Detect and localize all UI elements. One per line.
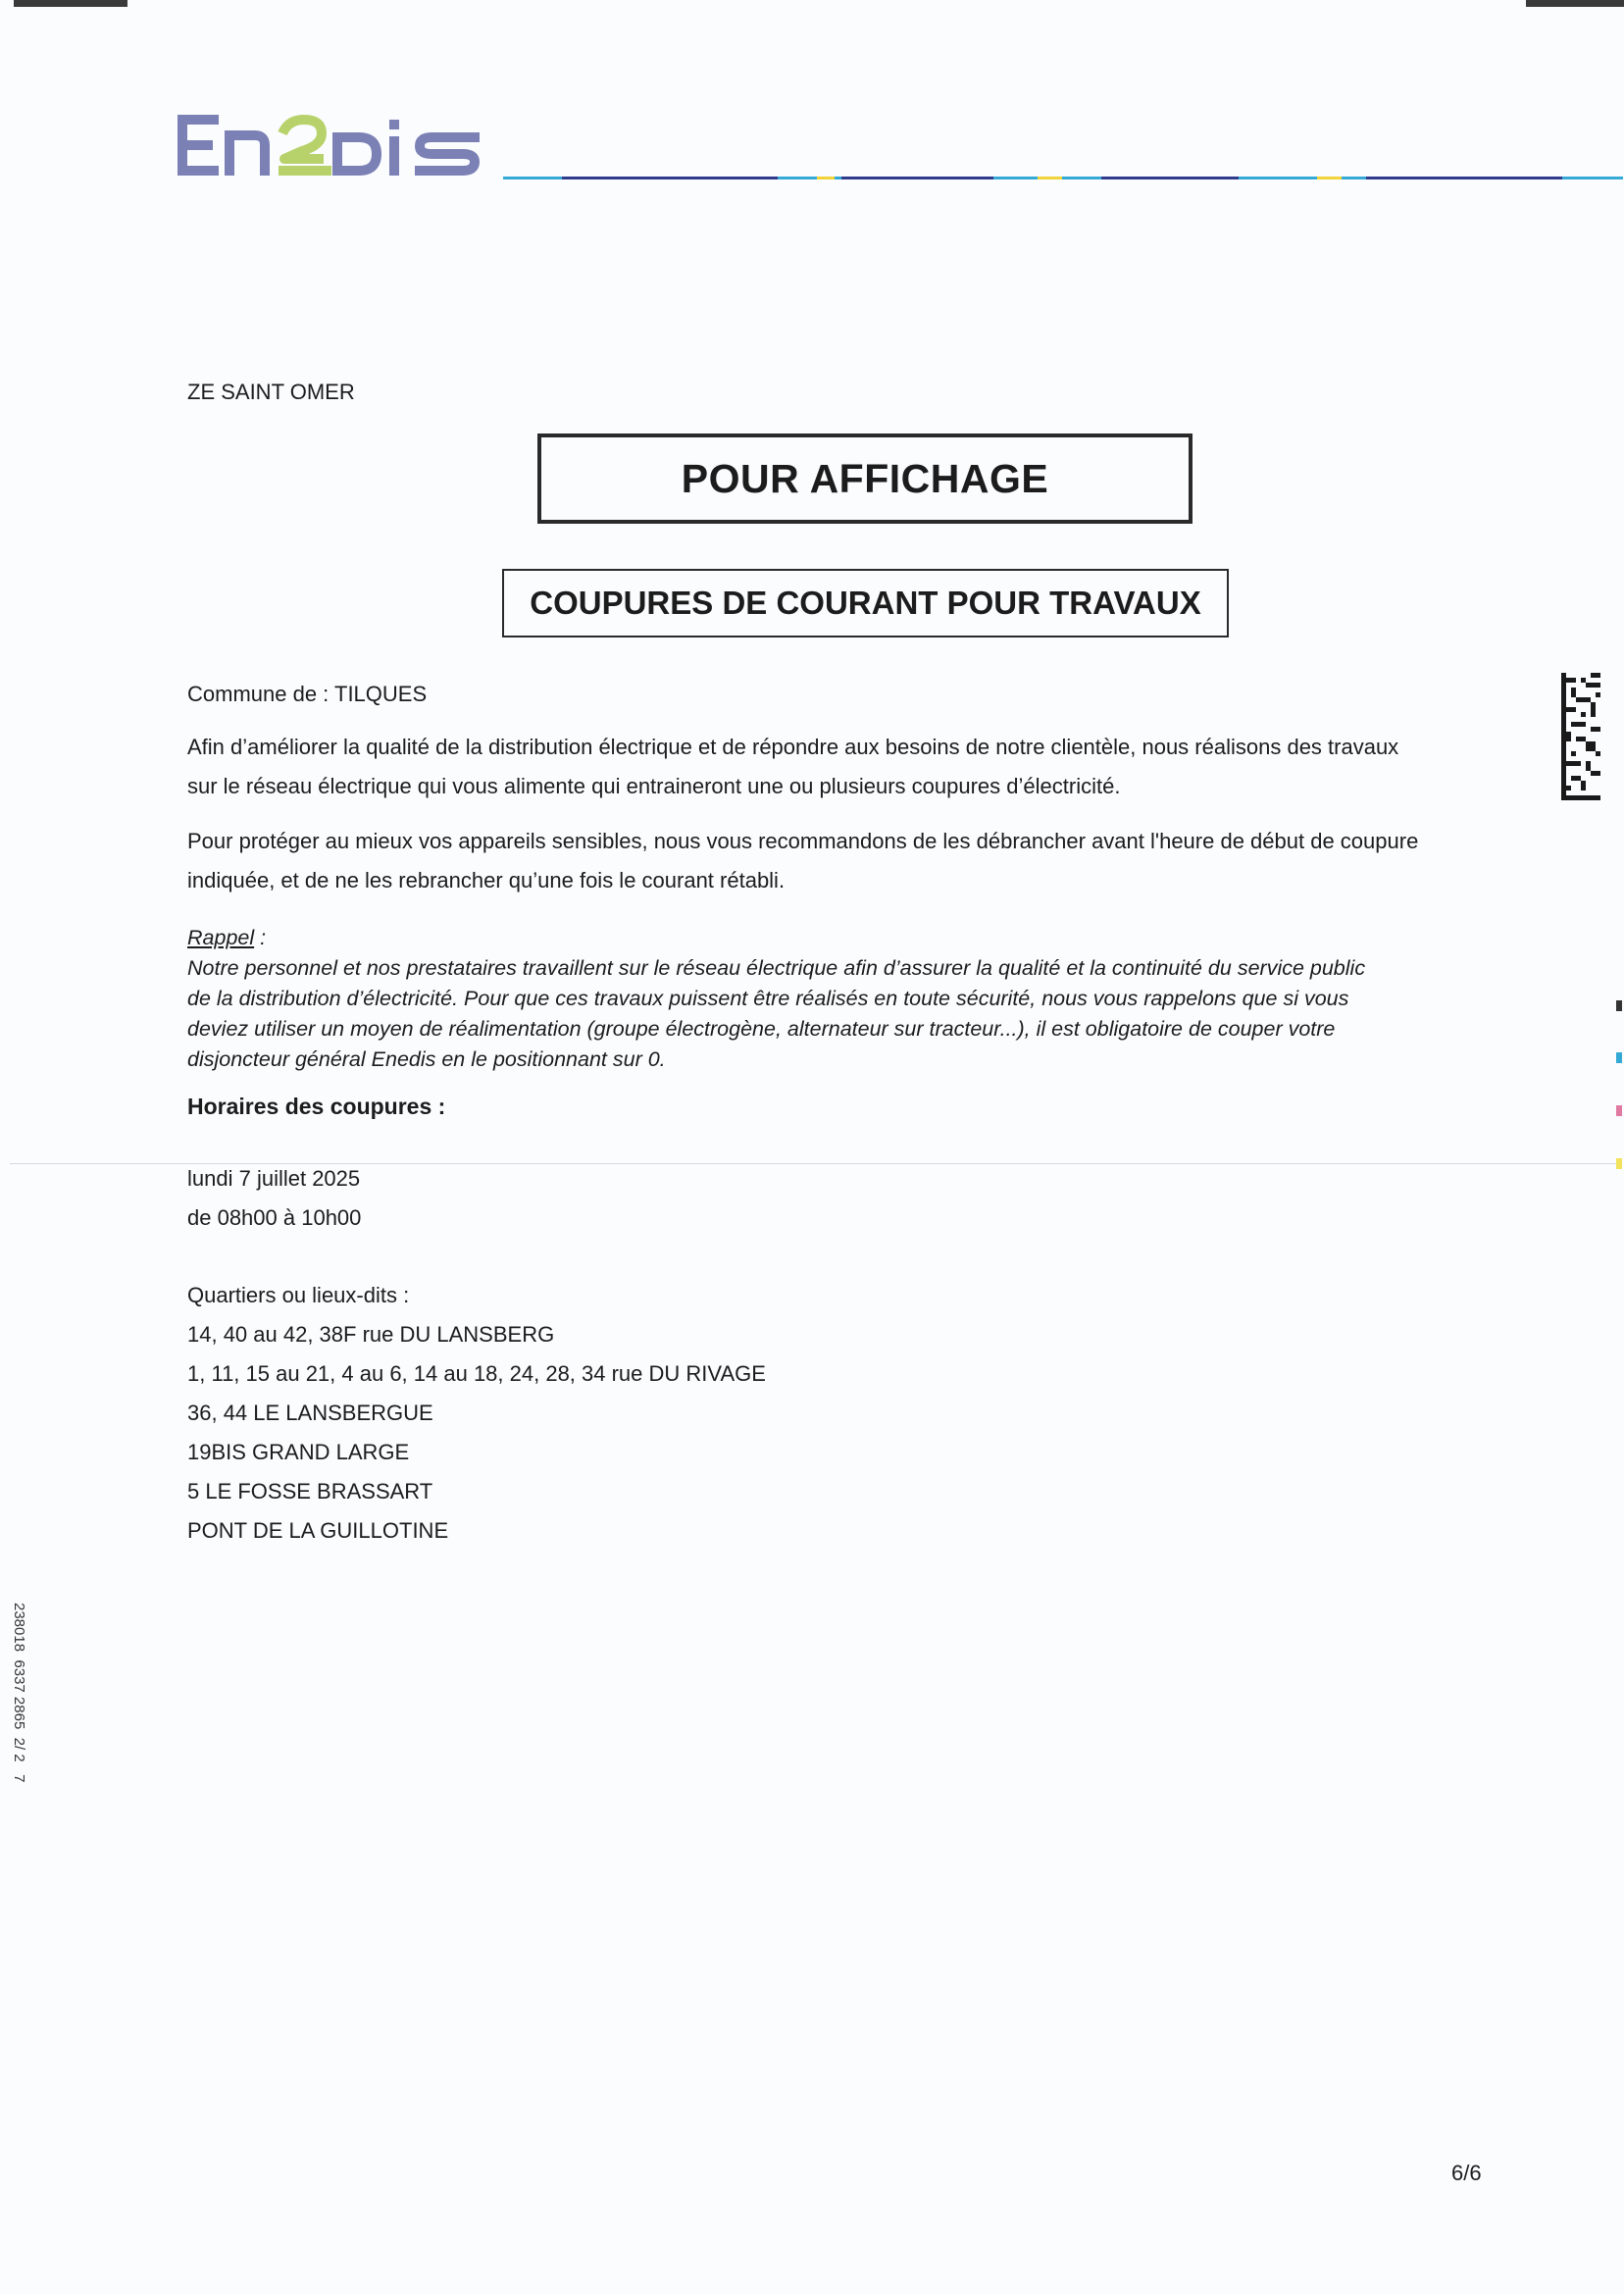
scan-corner-mark-right [1526,0,1624,7]
rappel-block [187,923,1501,1075]
scan-corner-mark-left [14,0,127,7]
rappel-line: deviez utiliser un moyen de réalimentation (groupe électrogène, alternateur sur tracteur...), il est obligatoire de couper votre [187,1017,1336,1041]
title-box-main [537,433,1193,524]
page-number: 6/6 [1451,2161,1482,2185]
place-item: 5 LE FOSSE BRASSART [187,1479,433,1504]
schedule-date: lundi 7 juillet 2025 [187,1166,361,1191]
intro-paragraph [187,728,1501,806]
side-code-text: 238018 6337 2865 2/ 2 7 [11,1603,27,1783]
place-item: PONT DE LA GUILLOTINE [187,1518,449,1543]
place-item: 14, 40 au 42, 38F rue DU LANSBERG [187,1322,555,1347]
rappel-line: de la distribution d’électricité. Pour que ces travaux puissent être réalisés en toute sécurité, nous vous rappelons que si vous [187,987,1349,1010]
schedule-heading: Horaires des coupures : [187,1094,446,1119]
advice-paragraph [187,822,1501,900]
title-box-sub [502,569,1229,637]
registration-mark-magenta [1616,1105,1622,1116]
place-item: 19BIS GRAND LARGE [187,1440,410,1464]
places-block [187,1276,766,1551]
advice-line: indiquée, et de ne les rebrancher qu’une fois le courant rétabli. [187,868,786,892]
enedis-logo [175,114,481,181]
header-rule-line [503,177,1623,179]
schedule-time: de 08h00 à 10h00 [187,1205,362,1230]
side-code [2,1603,31,1858]
place-item: 36, 44 LE LANSBERGUE [187,1401,433,1425]
place-item: 1, 11, 15 au 21, 4 au 6, 14 au 18, 24, 28, 34 rue DU RIVAGE [187,1361,766,1386]
datamatrix-code [1561,673,1600,800]
rappel-line: Notre personnel et nos prestataires travaillent sur le réseau électrique afin d’assurer la qualité et la continuité du service public [187,956,1366,980]
rappel-label: Rappel [187,926,255,949]
advice-line: Pour protéger au mieux vos appareils sensibles, nous vous recommandons de les débrancher avant l'heure de début de coupure [187,829,1419,853]
rappel-suffix: : [254,926,267,949]
title-main: POUR AFFICHAGE [681,455,1049,501]
intro-line: Afin d’améliorer la qualité de la distribution électrique et de répondre aux besoins de notre clientèle, nous réalisons des travaux [187,735,1399,759]
schedule-block [187,1159,361,1238]
header-rule [503,167,1623,170]
commune-label: Commune de : TILQUES [187,682,428,706]
intro-line: sur le réseau électrique qui vous alimente qui entraineront une ou plusieurs coupures d’électricité. [187,774,1121,798]
registration-mark-yellow [1616,1158,1622,1169]
zone-label: ZE SAINT OMER [187,380,355,404]
title-sub: COUPURES DE COURANT POUR TRAVAUX [530,585,1201,621]
datamatrix-code-graphic [1561,673,1600,800]
registration-mark-black [1616,1000,1622,1011]
registration-mark-cyan [1616,1052,1622,1063]
rappel-heading [187,923,1501,953]
places-heading: Quartiers ou lieux-dits : [187,1283,410,1307]
enedis-logo-mark [175,114,481,177]
rappel-line: disjoncteur général Enedis en le positionnant sur 0. [187,1047,666,1071]
